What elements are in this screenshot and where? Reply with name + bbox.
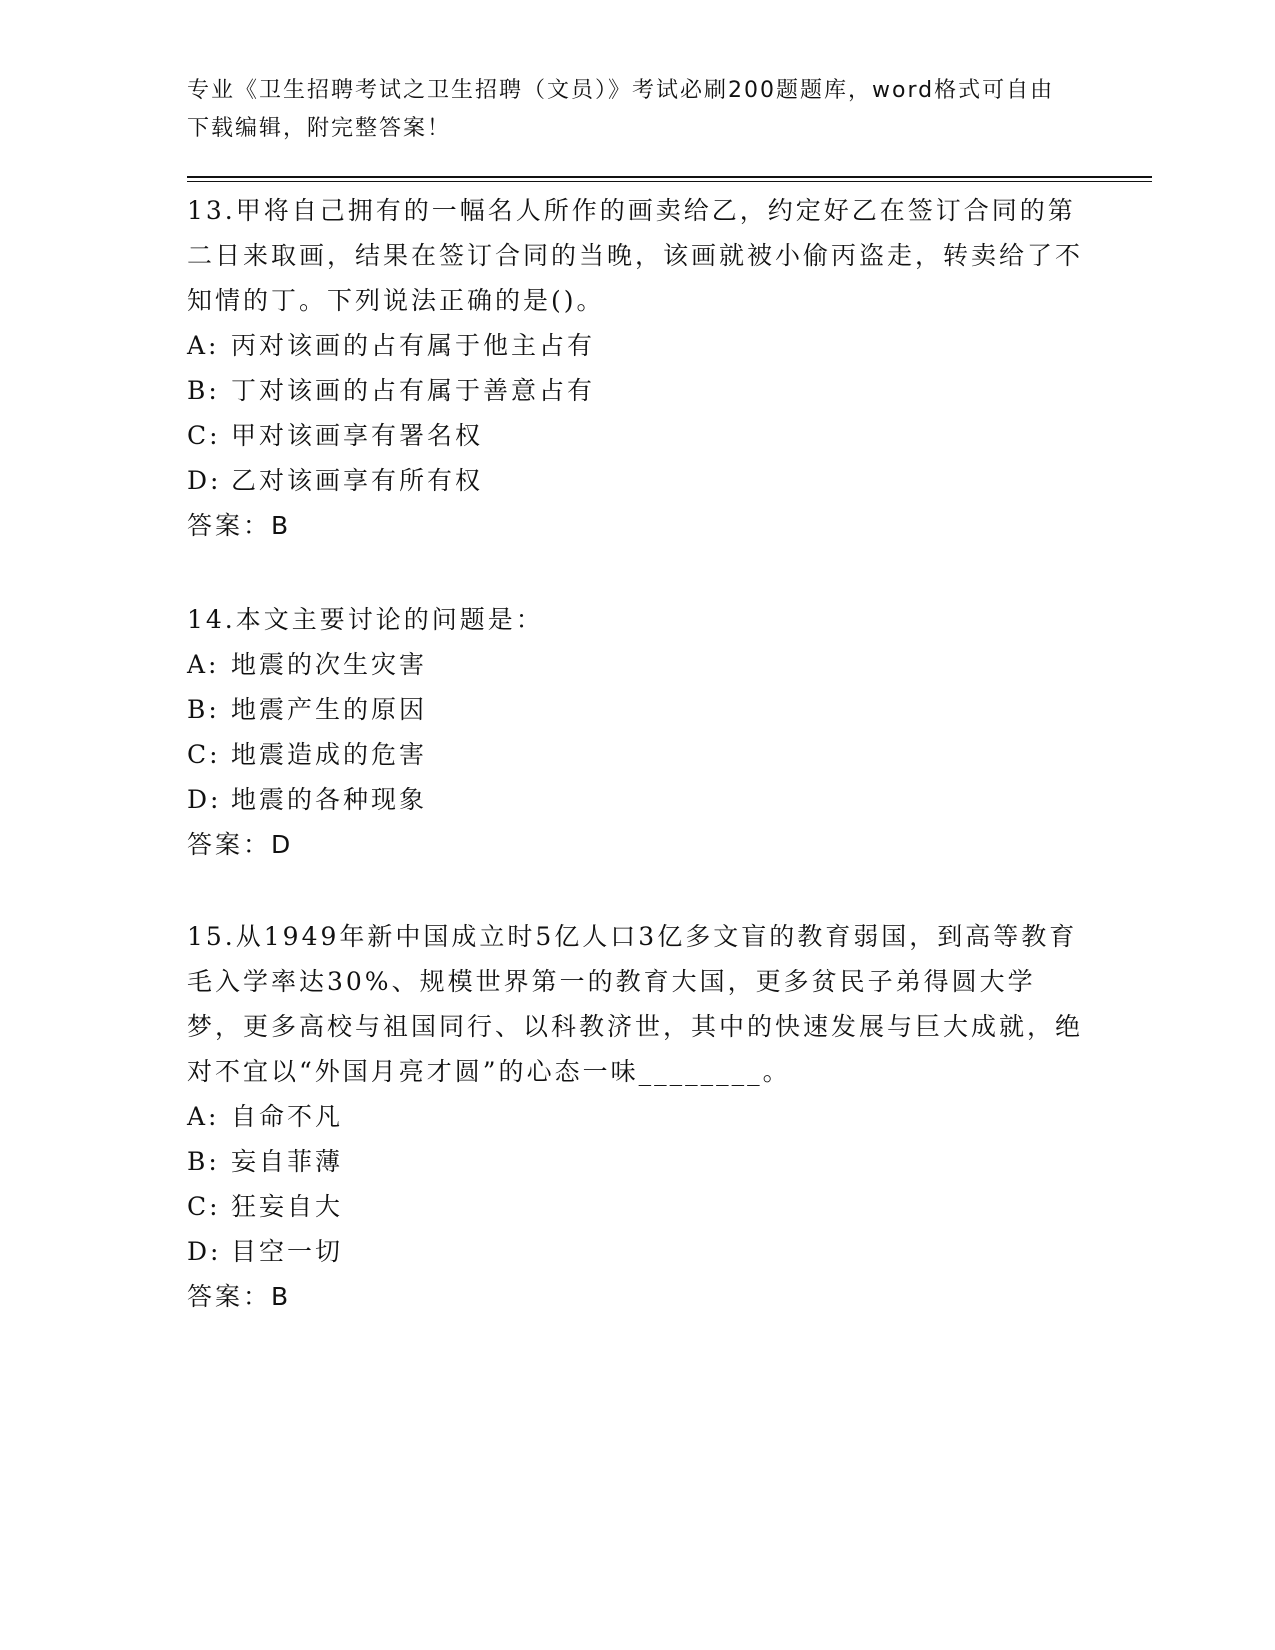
option-a: [187, 323, 1087, 368]
option-d: [187, 1229, 1087, 1274]
question-stem: 13.甲将自己拥有的一幅名人所作的画卖给乙，约定好乙在签订合同的第二日来取画，结果在签订合同的当晚，该画就被小偷丙盗走，转卖给了不知情的丁。下列说法正确的是()。: [187, 196, 1084, 315]
option-text: 丙对该画的占有属于他主占有: [231, 331, 596, 360]
option-letter: B:: [187, 695, 220, 724]
option-d: [187, 458, 1087, 503]
option-text: 自命不凡: [231, 1102, 344, 1131]
answer-label: 答案：B: [187, 511, 292, 540]
answer-label: 答案：B: [187, 1282, 292, 1311]
option-d: [187, 777, 1087, 822]
option-text: 甲对该画享有署名权: [231, 421, 484, 450]
option-letter: D:: [187, 785, 222, 814]
option-letter: A:: [187, 331, 220, 360]
option-letter: D:: [187, 466, 222, 495]
option-b: [187, 687, 1087, 732]
option-text: 妄自菲薄: [231, 1147, 344, 1176]
question-stem: 15.从1949年新中国成立时5亿人口3亿多文盲的教育弱国，到高等教育毛入学率达30%、规模世界第一的教育大国，更多贫民子弟得圆大学梦，更多高校与祖国同行、以科教济世，其中的快速发展与巨大成就，绝对不宜以“外国月亮才圆”的心态一味________。: [187, 922, 1084, 1086]
header-divider-thick: [187, 176, 1152, 178]
option-b: [187, 368, 1087, 413]
option-a: [187, 1094, 1087, 1139]
option-text: 狂妄自大: [231, 1192, 344, 1221]
option-text: 地震产生的原因: [231, 695, 428, 724]
option-a: [187, 642, 1087, 687]
option-text: 乙对该画享有所有权: [231, 466, 484, 495]
option-letter: D:: [187, 1237, 222, 1266]
question-stem: 14.本文主要讨论的问题是：: [187, 605, 544, 634]
question-15: [187, 914, 1087, 1319]
option-letter: B:: [187, 376, 220, 405]
option-letter: C:: [187, 421, 221, 450]
option-letter: A:: [187, 650, 220, 679]
question-14: [187, 597, 1087, 867]
option-c: [187, 413, 1087, 458]
option-letter: C:: [187, 740, 221, 769]
header-divider-thin: [187, 181, 1152, 182]
option-text: 地震造成的危害: [231, 740, 428, 769]
option-text: 丁对该画的占有属于善意占有: [231, 376, 596, 405]
option-b: [187, 1139, 1087, 1184]
option-text: 目空一切: [231, 1237, 344, 1266]
option-text: 地震的各种现象: [231, 785, 428, 814]
document-header: 专业《卫生招聘考试之卫生招聘（文员）》考试必刷200题题库，word格式可自由下载编辑，附完整答案！: [187, 78, 1055, 141]
question-13: [187, 188, 1087, 548]
option-letter: A:: [187, 1102, 220, 1131]
option-letter: C:: [187, 1192, 221, 1221]
option-c: [187, 1184, 1087, 1229]
option-letter: B:: [187, 1147, 220, 1176]
answer-label: 答案：D: [187, 830, 294, 859]
option-c: [187, 732, 1087, 777]
option-text: 地震的次生灾害: [231, 650, 428, 679]
